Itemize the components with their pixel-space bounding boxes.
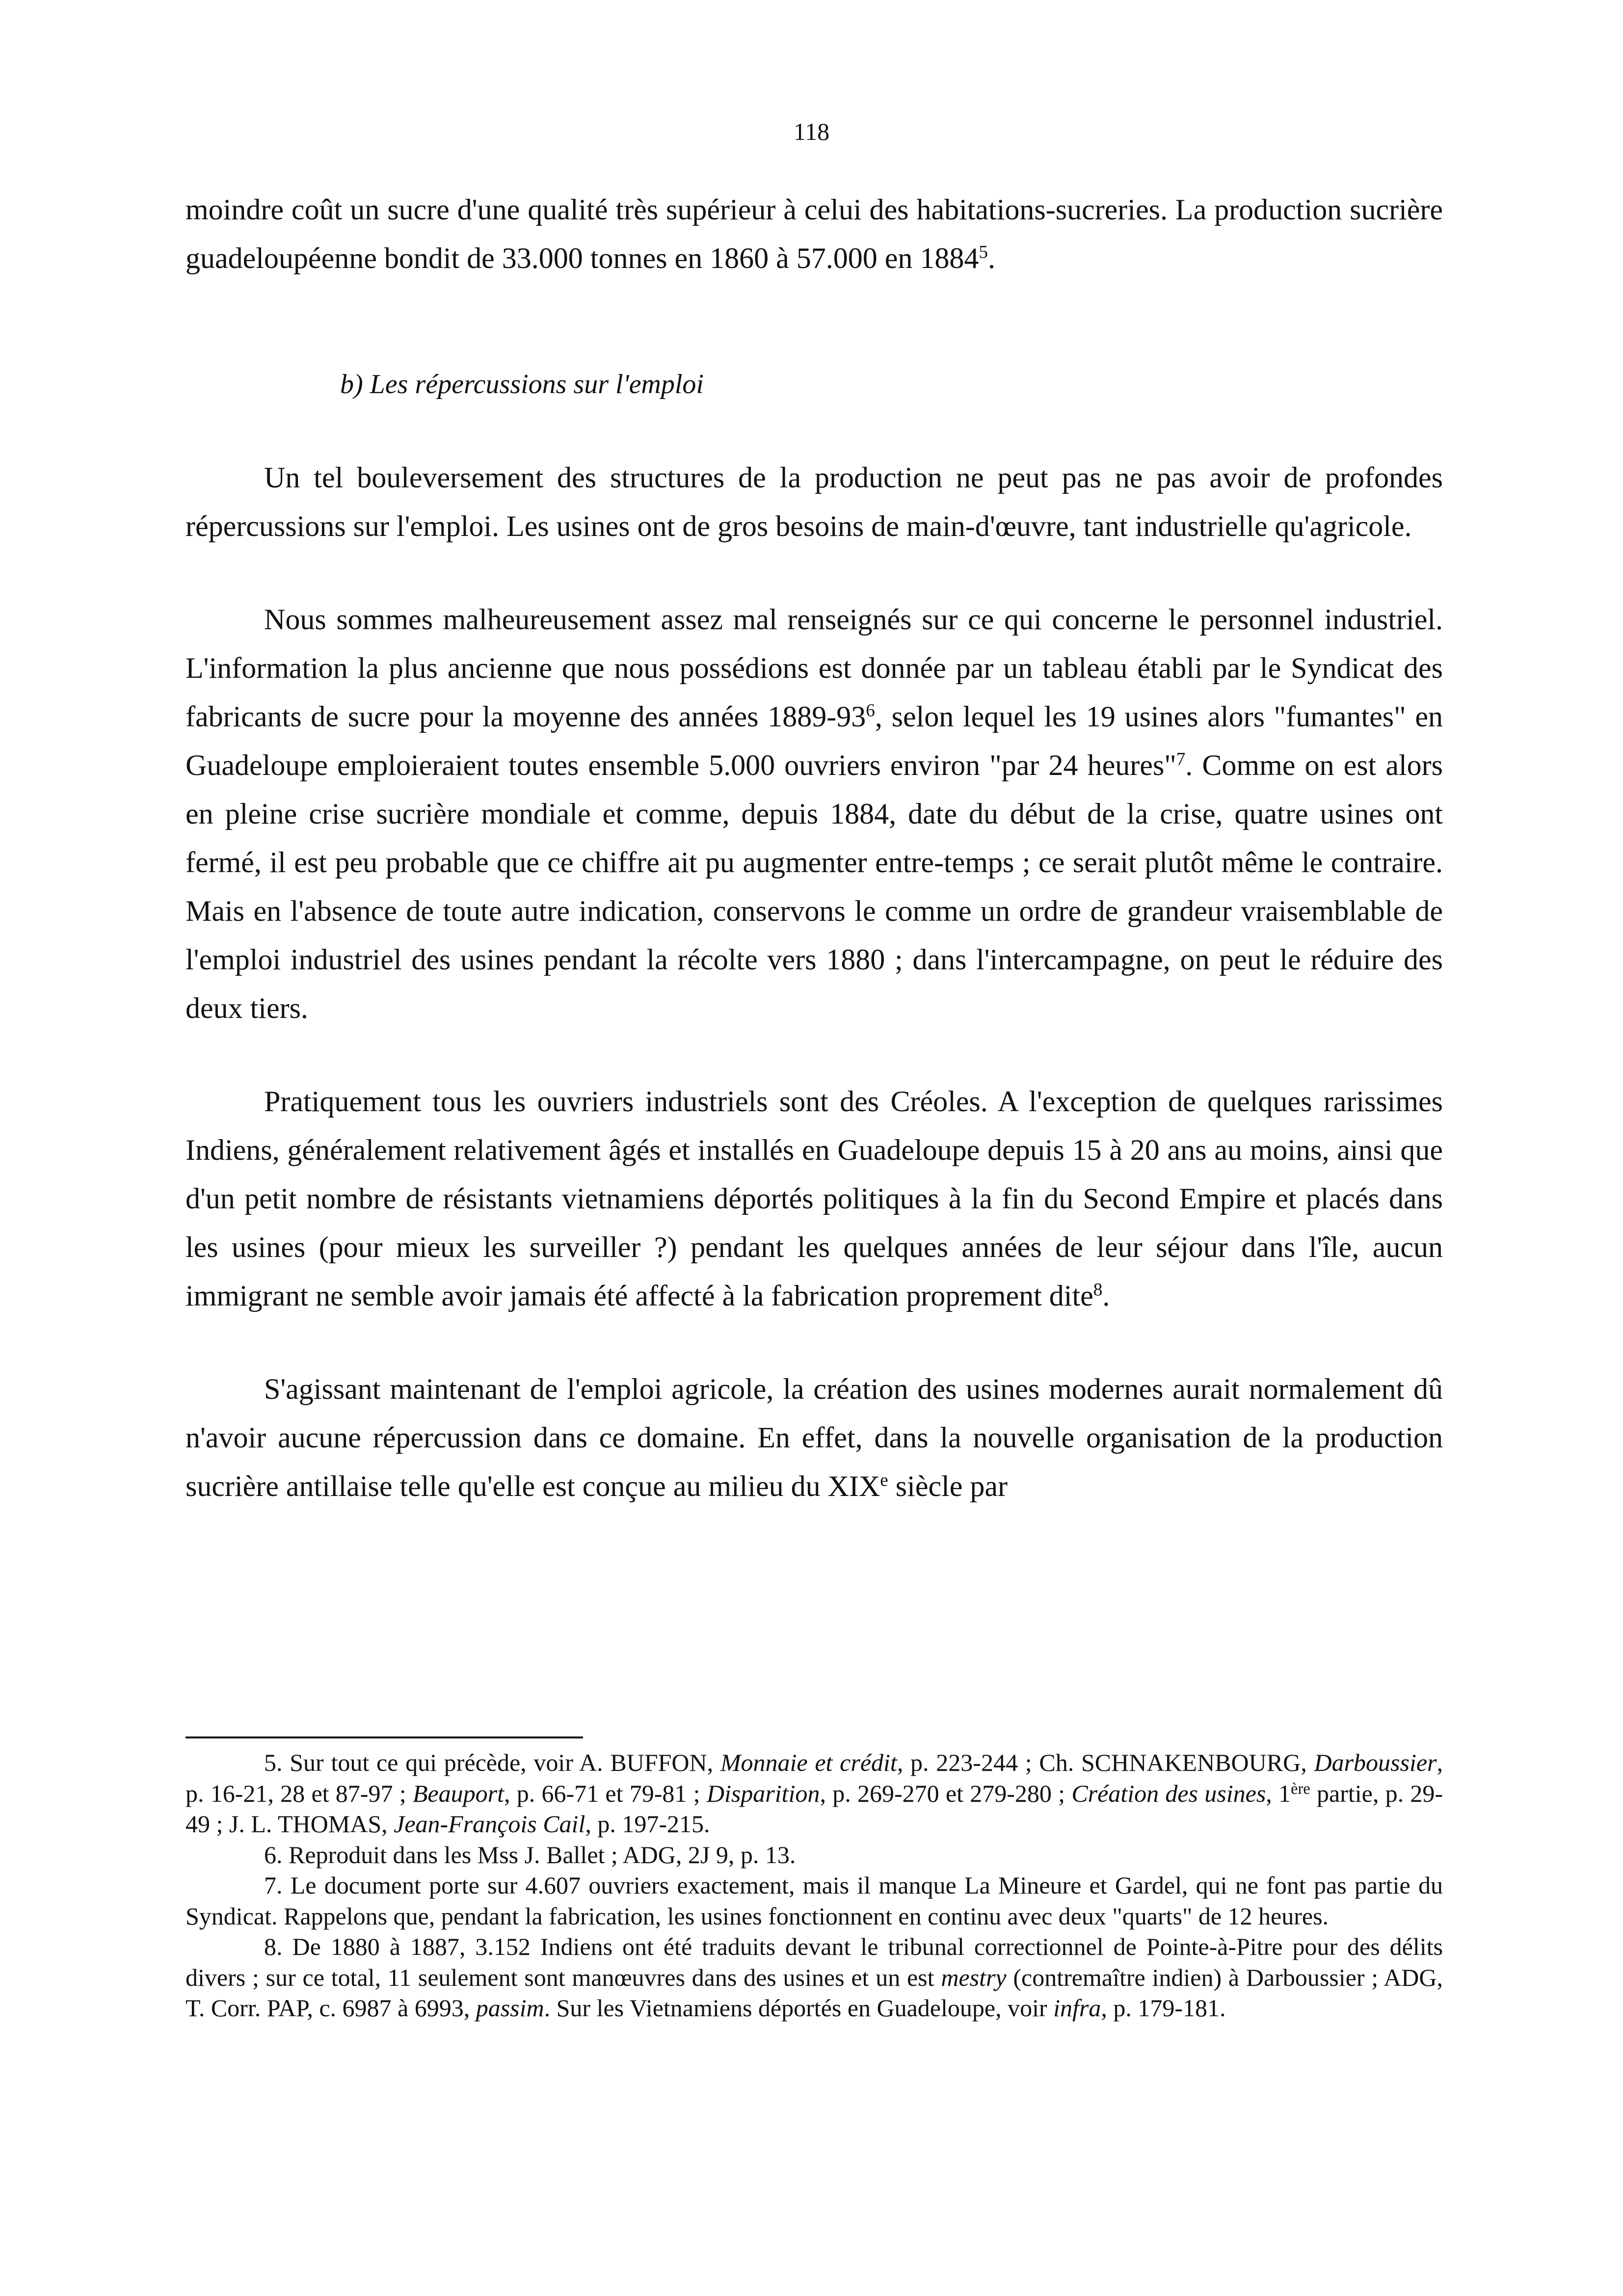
footnote-8: 8. De 1880 à 1887, 3.152 Indiens ont été traduits devant le tribunal correctionnel de Pointe-à-Pitre pour des délits divers ; sur ce total, 11 seulement sont manœuvres dans des usines et un est mestry (contremaître indien) à Darboussier ; ADG, T. Corr. PAP, c. 6987 à 6993, passim. Sur les Vietnamiens déportés en Guadeloupe, voir infra, p. 179-181. xyxy=(186,1933,1443,2022)
footnotes xyxy=(186,1747,1443,2024)
paragraph: Nous sommes malheureusement assez mal renseignés sur ce qui concerne le personnel industriel. L'information la plus ancienne que nous possédions est donnée par un tableau établi par le Syndicat des fabricants de sucre pour la moyenne des années $1889-93^6$, selon lequel les 19 usines alors "fumantes" en Guadeloupe emploieraient toutes ensemble 5.000 ouvriers environ "par 24 heures"$^7$. Comme on est alors en pleine crise sucrière mondiale et comme, depuis 1884, date du début de la crise, quatre usines ont fermé, il est peu probable que ce chiffre ait pu augmenter entre-temps ; ce serait plutôt même le contraire. Mais en l'absence de toute autre indication, conservons le comme un ordre de grandeur vraisemblable de l'emploi industriel des usines pendant la récolte vers 1880 ; dans l'intercampagne, on peut le réduire des deux tiers. xyxy=(186,603,1443,1024)
footnote-6: 6. Reproduit dans les Mss J. Ballet ; ADG, 2J 9, p. 13. xyxy=(264,1841,796,1869)
footnote-separator xyxy=(186,1736,583,1738)
footnote-ref: 6 xyxy=(866,700,875,721)
paragraph: Un tel bouleversement des structures de la production ne peut pas ne pas avoir de profondes répercussions sur l'emploi. Les usines ont de gros besoins de main-d'œuvre, tant industrielle qu'agricole. xyxy=(186,461,1443,542)
footnote-ref: 7 xyxy=(1176,749,1186,770)
footnote-ref: 5 xyxy=(979,242,988,263)
footnote-7: 7. Le document porte sur 4.607 ouvriers exactement, mais il manque La Mineure et Gardel, qui ne font pas partie du Syndicat. Rappelons que, pendant la fabrication, les usines fonctionnent en continu avec deux "quarts" de 12 heures. xyxy=(186,1871,1443,1930)
page-number: 118 xyxy=(793,118,830,145)
footnote-ref: 8 xyxy=(1093,1280,1103,1300)
footnote-5: 5. Sur tout ce qui précède, voir A. BUFFON, Monnaie et crédit, p. 223-244 ; Ch. SCHNAKENBOURG, Darboussier, p. 16-21, 28 et 87-97 ; Beauport, p. 66-71 et 79-81 ; Disparition, p. 269-270 et 279-280 ; Création des usines, 1ère partie, p. 29-49 ; J. L. THOMAS, Jean-François Cail, p. 197-215. xyxy=(186,1749,1443,1838)
superscript: e xyxy=(880,1470,888,1491)
paragraph: moindre coût un sucre d'une qualité très supérieur à celui des habitations-sucreries. La production sucrière guadeloupéenne bondit de 33.000 tonnes en 1860 à 57.000 en 1884$^5$. xyxy=(186,193,1443,274)
paragraph: S'agissant maintenant de l'emploi agricole, la création des usines modernes aurait normalement dû n'avoir aucune répercussion dans ce domaine. En effet, dans la nouvelle organisation de la production sucrière antillaise telle qu'elle est conçue au milieu du XIXe siècle par xyxy=(186,1373,1443,1502)
section-heading: b) Les répercussions sur l'emploi xyxy=(340,369,704,400)
main-text xyxy=(186,186,1443,1511)
paragraph: Pratiquement tous les ouvriers industriels sont des Créoles. A l'exception de quelques rarissimes Indiens, généralement relativement âgés et installés en Guadeloupe depuis 15 à 20 ans au moins, ainsi que d'un petit nombre de résistants vietnamiens déportés politiques à la fin du Second Empire et placés dans les usines (pour mieux les surveiller ?) pendant les quelques années de leur séjour dans l'île, aucun immigrant ne semble avoir jamais été affecté à la fabrication proprement dite$^8$. xyxy=(186,1085,1443,1312)
